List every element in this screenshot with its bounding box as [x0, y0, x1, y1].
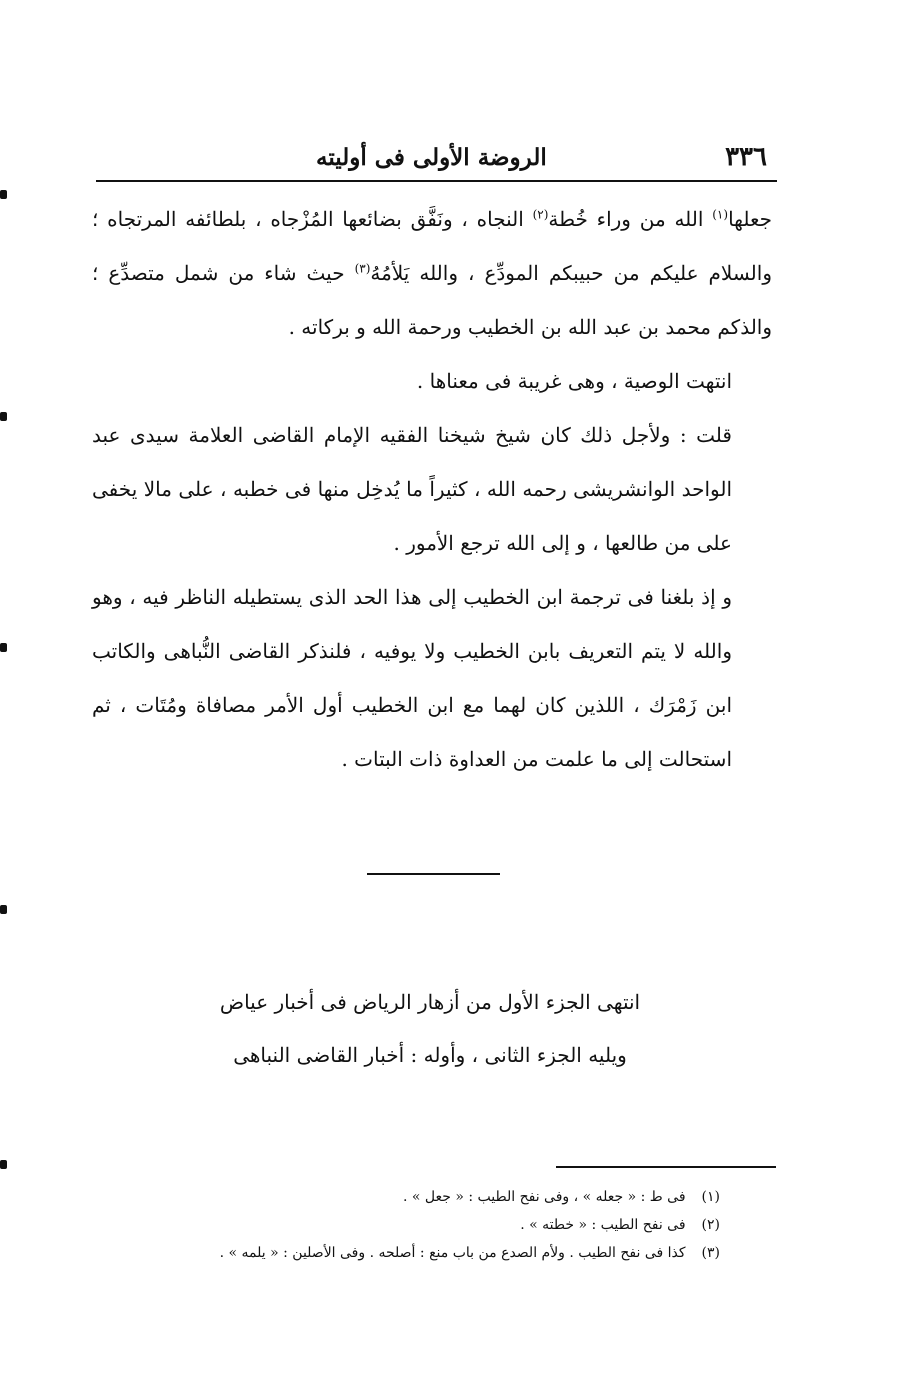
section-divider — [367, 873, 500, 875]
footnote-text: فى ط : « جعله » ، وفى نفح الطيب : « جعل » . — [402, 1189, 686, 1205]
footnote-ref-3[interactable]: (٣) — [354, 261, 371, 276]
paragraph-letter-ending: جعلها$^{(١)}$ الله من وراء خُطة$^{(٢)}$ النجاه ، ونَفَّق بضائعها المُزْجاه ، بلطائفه المرتجاه ؛ والسلام عليكم من حبيبكم المودِّع ، والله يَلأمُهُ$^{(٣)}$ حيث شاء من شمل متصدِّع ؛ والذكم محمد بن عبد الله بن الخطيب ورحمة الله و بركاته . — [92, 207, 773, 339]
footnote-number: (٣) — [701, 1245, 720, 1261]
running-title: الروضة الأولى فى أوليته — [316, 144, 547, 171]
footnote-1 — [92, 1183, 720, 1211]
scan-edge-mark — [0, 190, 7, 199]
paragraph-transition: و إذ بلغنا فى ترجمة ابن الخطيب إلى هذا الحد الذى يستطيله الناظر فيه ، وهو والله لا يتم التعريف بابن الخطيب ولا يوفيه ، فلنذكر القاضى النُّباهى والكاتب ابن زَمْرَك ، اللذين كان لهما مع ابن الخطيب أول الأمر مصافاة ومُتَات ، ثم استحالت إلى ما علمت من العداوة ذات البتات . — [92, 585, 732, 771]
footnote-number: (١) — [701, 1189, 720, 1205]
page-header — [96, 134, 777, 182]
paragraph-will-ended: انتهت الوصية ، وهى غريبة فى معناها . — [416, 369, 732, 393]
scan-edge-mark — [0, 905, 7, 914]
main-text — [92, 192, 772, 786]
page-number: ٣٣٦ — [725, 142, 767, 172]
footnote-text: فى نفح الطيب : « خطته » . — [520, 1217, 686, 1233]
footnote-ref-2[interactable]: (٢) — [532, 207, 549, 222]
footnotes — [92, 1183, 720, 1267]
footnote-divider — [556, 1166, 776, 1168]
footnote-number: (٢) — [701, 1217, 720, 1233]
scan-edge-mark — [0, 412, 7, 421]
next-volume-note: ويليه الجزء الثانى ، وأوله : أخبار القاضى النباهى — [233, 1043, 627, 1067]
scan-edge-mark — [0, 1160, 7, 1169]
footnote-ref-1[interactable]: (١) — [712, 207, 729, 222]
footnote-3 — [92, 1239, 720, 1267]
footnote-text: كذا فى نفح الطيب . ولأم الصدع من باب منع : أصلحه . وفى الأصلين : « يلمه » . — [219, 1245, 686, 1261]
scan-edge-mark — [0, 643, 7, 652]
footnote-2 — [92, 1211, 720, 1239]
volume-end-note: انتهى الجزء الأول من أزهار الرياض فى أخبار عياض — [219, 990, 641, 1014]
paragraph-author-note: قلت : ولأجل ذلك كان شيخ شيخنا الفقيه الإمام القاضى العلامة سيدى عبد الواحد الوانشريشى رحمه الله ، كثيراً ما يُدخِل منها فى خطبه ، على مالا يخفى على من طالعها ، و إلى الله ترجع الأمور . — [92, 423, 732, 555]
